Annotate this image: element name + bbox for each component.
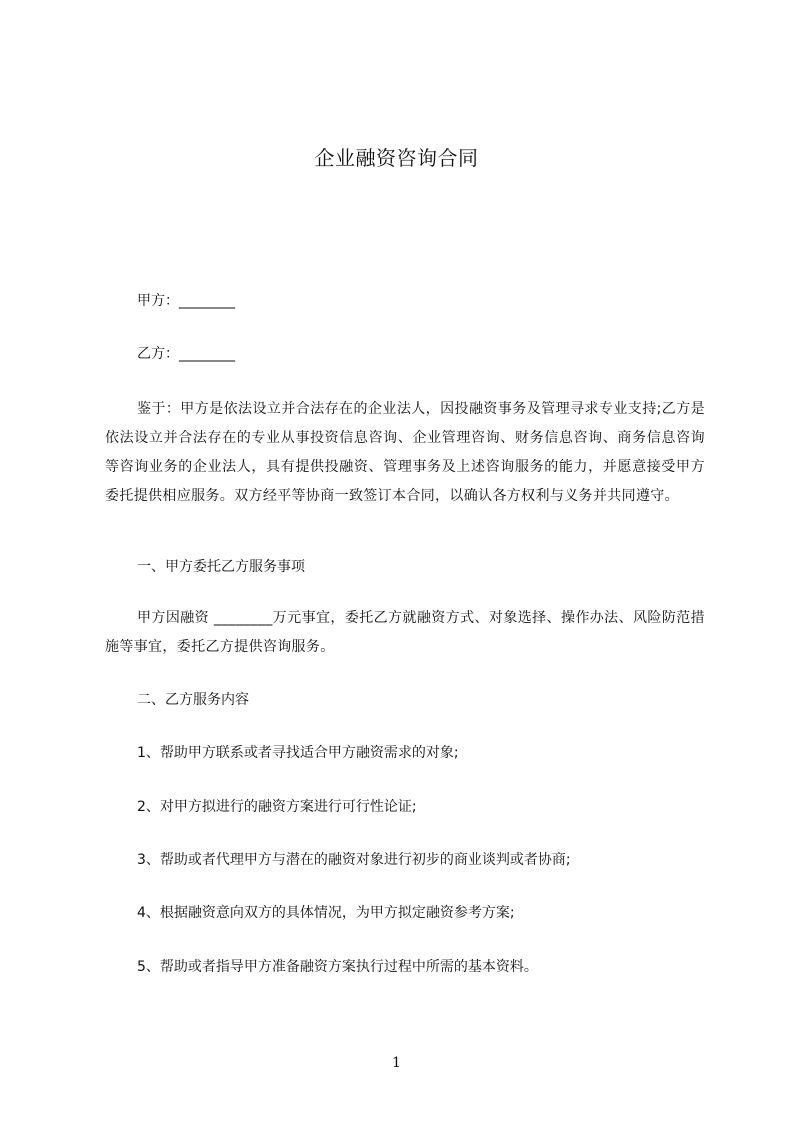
service-item-5: 5、帮助或者指导甲方准备融资方案执行过程中所需的基本资料。 xyxy=(137,959,538,975)
service-item-1: 1、帮助甲方联系或者寻找适合甲方融资需求的对象; xyxy=(137,745,459,761)
page-number: 1 xyxy=(392,1055,401,1071)
section-2-heading: 二、乙方服务内容 xyxy=(137,692,249,708)
document-title: 企业融资咨询合同 xyxy=(314,146,479,170)
service-item-4: 4、根据融资意向双方的具体情况，为甲方拟定融资参考方案; xyxy=(137,905,515,921)
section-1-body: 甲方因融资 ________万元事宜，委托乙方就融资方式、对象选择、操作办法、风险防范措施等事宜，委托乙方提供咨询服务。 xyxy=(105,610,705,655)
service-item-3: 3、帮助或者代理甲方与潜在的融资对象进行初步的商业谈判或者协商; xyxy=(137,852,571,868)
service-item-2: 2、对甲方拟进行的融资方案进行可行性论证; xyxy=(137,799,417,815)
section-1-heading: 一、甲方委托乙方服务事项 xyxy=(137,559,305,575)
party-a-line: 甲方：________ xyxy=(137,293,235,309)
preamble-paragraph: 鉴于：甲方是依法设立并合法存在的企业法人，因投融资事务及管理寻求专业支持;乙方是依法设立并合法存在的专业从事投资信息咨询、企业管理咨询、财务信息咨询、商务信息咨询等咨询业务的企业法人，具有提供投融资、管理事务及上述咨询服务的能力，并愿意接受甲方委托提供相应服务。双方经平等协商一致签订本合同，以确认各方权利与义务并共同遵守。 xyxy=(105,401,705,504)
party-b-line: 乙方：________ xyxy=(137,346,235,362)
